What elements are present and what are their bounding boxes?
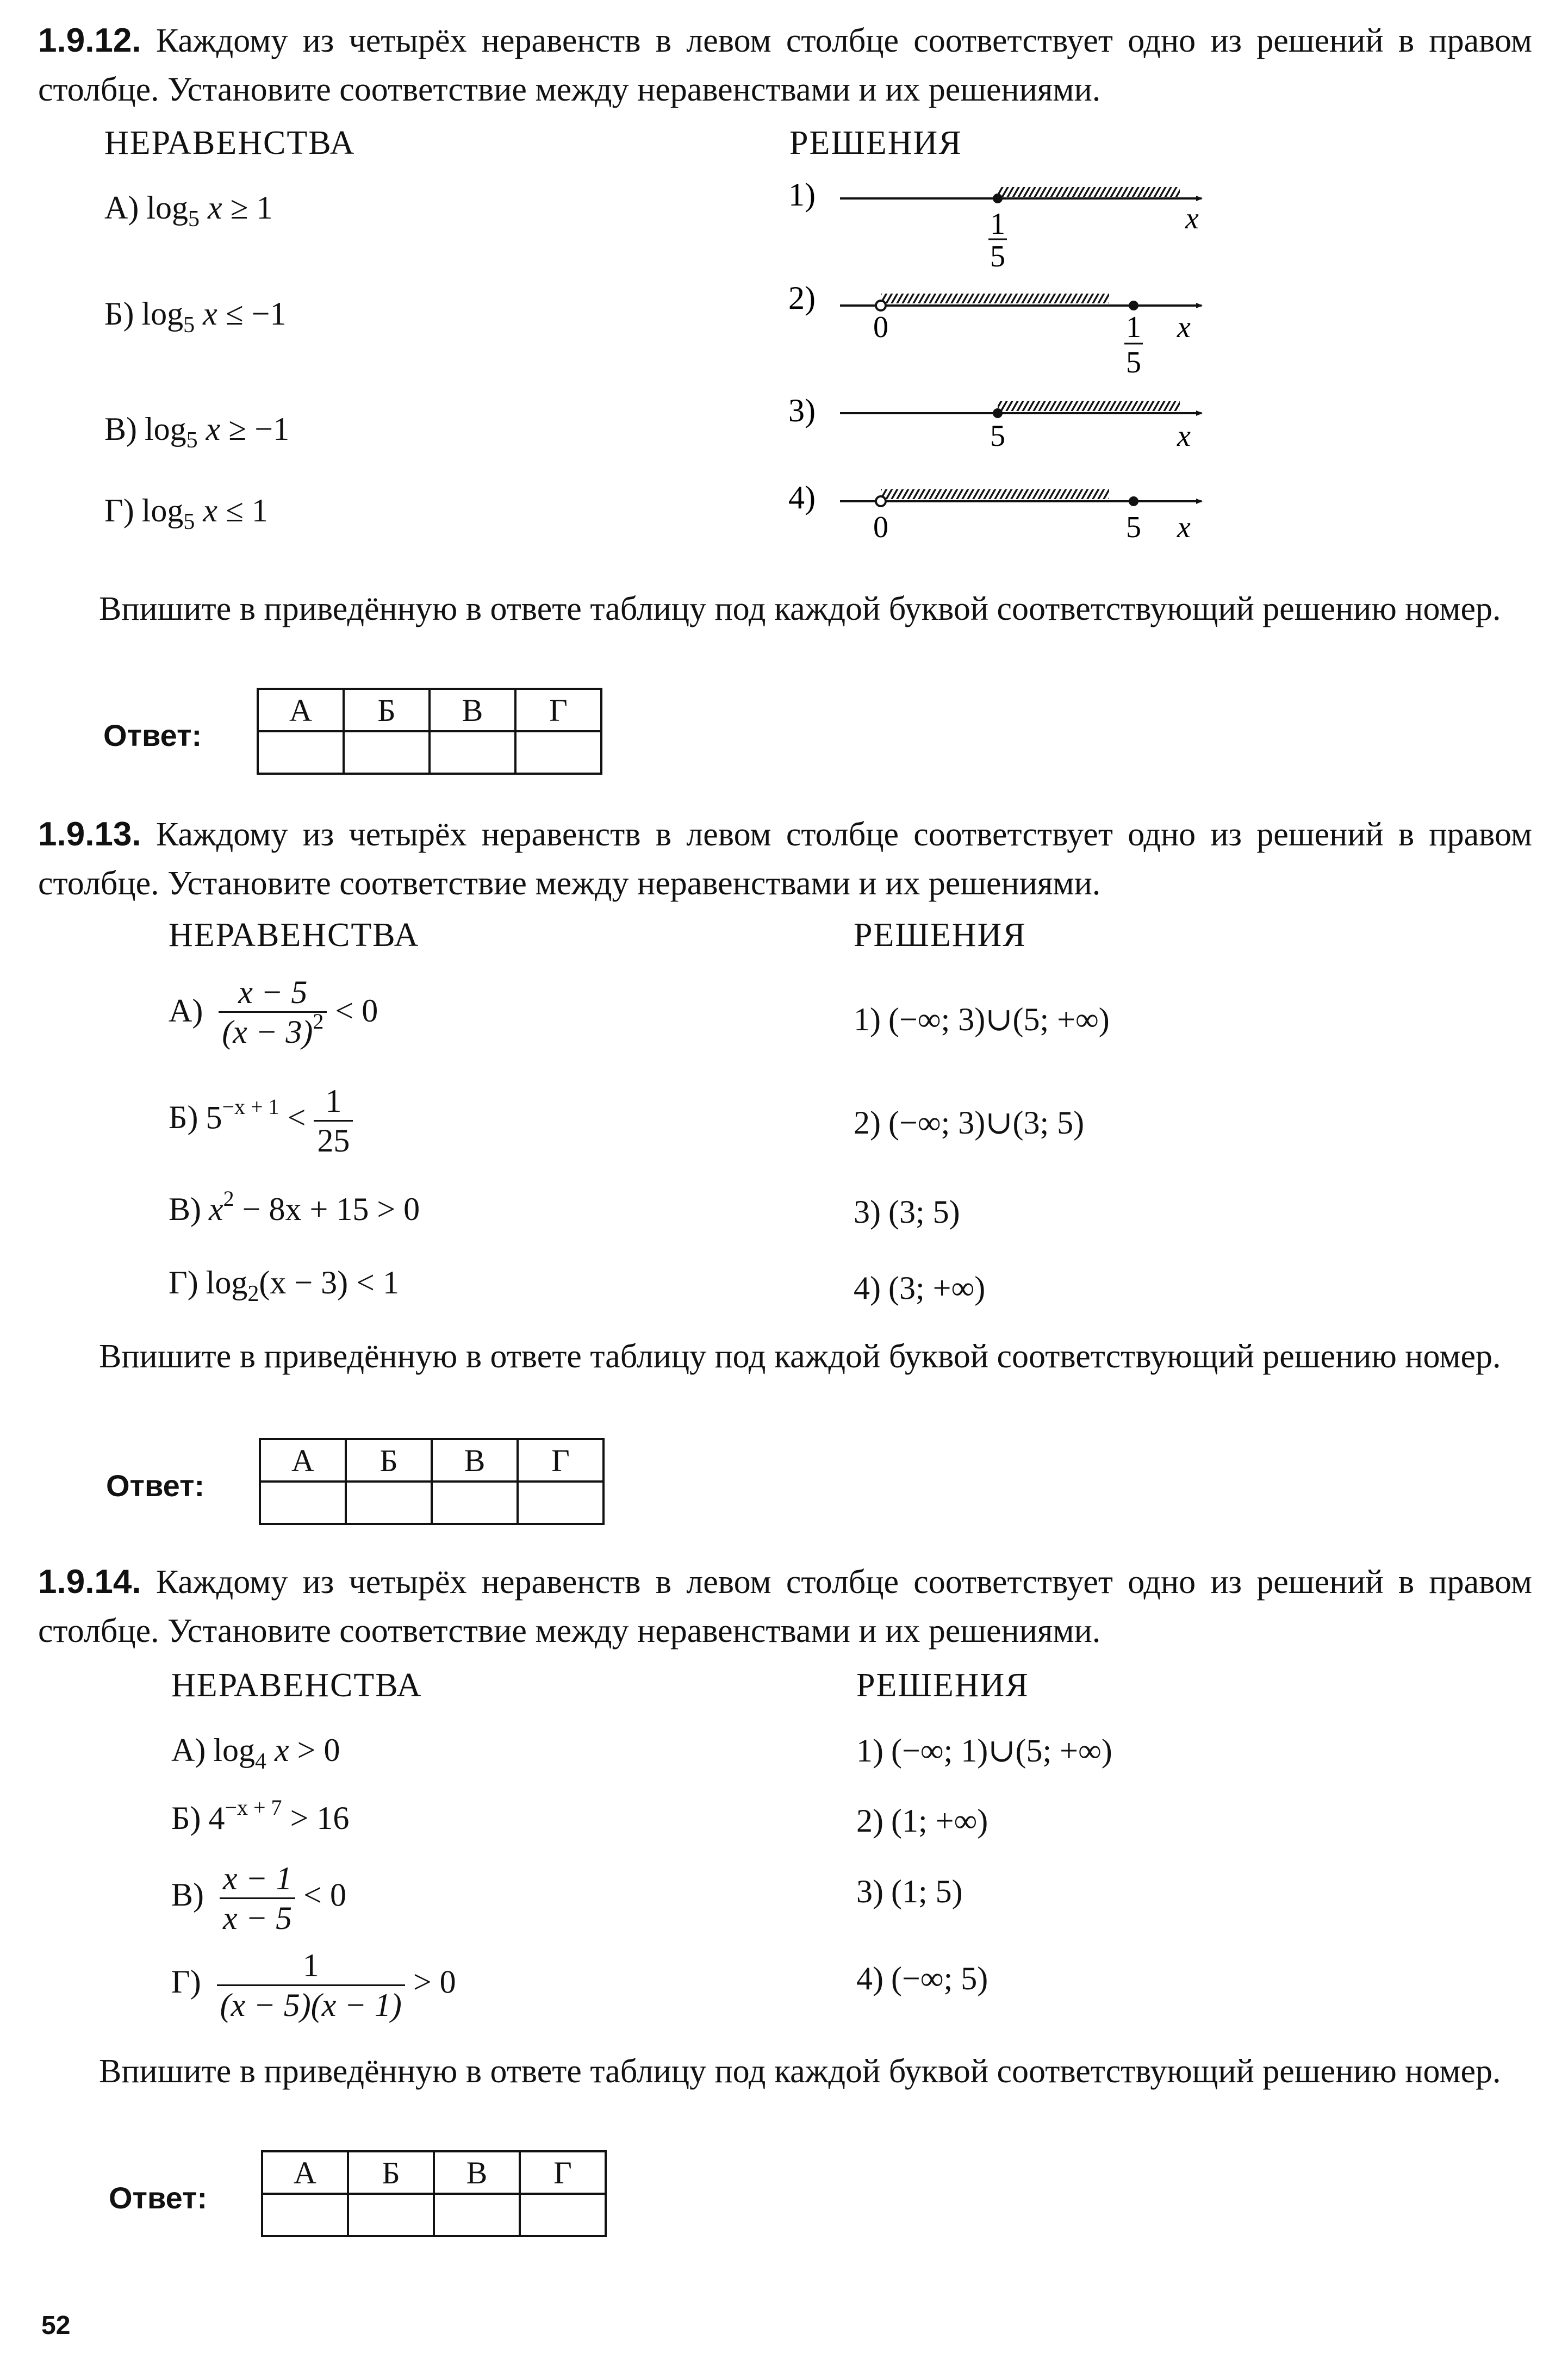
problem-1-9-12-text: 1.9.12. Каждому из четырёх неравенств в левом столбце соответствует одно из решений в правом столбце. Установите соответствие между неравенствами и их решениями. xyxy=(38,22,1533,108)
solutions-header: РЕШЕНИЯ xyxy=(856,1667,1029,1704)
instruction-1: Впишите в приведённую в ответе таблицу под каждой буквой соответствующий решению номер. xyxy=(99,590,1501,627)
answer-header-b: Б xyxy=(346,1439,432,1482)
svg-text:1): 1) xyxy=(788,179,816,213)
answer-header-v: В xyxy=(434,2151,520,2194)
inequalities-header: НЕРАВЕНСТВА xyxy=(104,125,356,161)
answer-cell-b[interactable] xyxy=(344,731,430,774)
svg-text:5: 5 xyxy=(1126,346,1141,379)
svg-text:2): 2) xyxy=(788,283,816,316)
answer-cell-a[interactable] xyxy=(262,2194,348,2236)
svg-text:0: 0 xyxy=(873,511,888,544)
answer-header-b: Б xyxy=(344,689,430,731)
solution-3: 3) (3; 5) xyxy=(854,1194,960,1230)
number-line-2 xyxy=(788,283,1223,381)
svg-text:x: x xyxy=(1177,511,1191,544)
svg-text:5: 5 xyxy=(990,419,1005,453)
ineq-v: В) $\log_5 x \ge -1$ xyxy=(104,411,290,453)
solution-1: 1) (−∞; 1)∪(5; +∞) xyxy=(856,1733,1112,1769)
answer-header-g: Г xyxy=(515,689,601,731)
solutions-header: РЕШЕНИЯ xyxy=(854,917,1026,954)
svg-text:0: 0 xyxy=(873,310,888,344)
svg-text:5: 5 xyxy=(990,240,1005,273)
svg-text:x: x xyxy=(1177,310,1191,344)
ineq-g: Г) $\log_5 x \le 1$ xyxy=(104,493,268,534)
answer-header-b: Б xyxy=(348,2151,434,2194)
page-number: 52 xyxy=(41,2311,71,2340)
answer-header-a: А xyxy=(262,2151,348,2194)
answer-cell-a[interactable] xyxy=(258,731,344,774)
answer-table-2 xyxy=(259,1438,605,1525)
ineq-a: А) $\frac{x - 5}{(x - 3)^2}$ < 0 xyxy=(169,974,378,1050)
ineq-a: А) $\log_5 x \ge 1$ xyxy=(104,190,273,232)
solution-4: 4) (−∞; 5) xyxy=(856,1960,988,1996)
answer-cell-g[interactable] xyxy=(515,731,601,774)
answer-cell-g[interactable] xyxy=(520,2194,606,2236)
answer-header-g: Г xyxy=(518,1439,603,1482)
solution-2: 2) (1; +∞) xyxy=(856,1803,988,1839)
solution-1: 1) (−∞; 3)∪(5; +∞) xyxy=(854,1001,1110,1037)
answer-label-2: Ответ: xyxy=(106,1468,205,1503)
answer-cell-b[interactable] xyxy=(346,1482,432,1524)
problem-1-9-13-text: 1.9.13. Каждому из четырёх неравенств в левом столбце соответствует одно из решений в правом столбце. Установите соответствие между неравенствами и их решениями. xyxy=(38,816,1533,902)
svg-text:4): 4) xyxy=(788,480,816,515)
ineq-g: Г) $\frac{1}{(x - 5)(x - 1)}$ > 0 xyxy=(171,1947,456,2023)
svg-text:1: 1 xyxy=(1126,310,1141,344)
number-line-3 xyxy=(788,391,1223,457)
svg-text:5: 5 xyxy=(1126,511,1141,544)
answer-cell-g[interactable] xyxy=(518,1482,603,1524)
answer-table-1 xyxy=(257,688,602,775)
svg-text:x: x xyxy=(1185,202,1199,235)
solutions-header: РЕШЕНИЯ xyxy=(789,125,962,161)
answer-label-1: Ответ: xyxy=(103,718,202,752)
problem-1-9-14-text: 1.9.14. Каждому из четырёх неравенств в левом столбце соответствует одно из решений в правом столбце. Установите соответствие между неравенствами и их решениями. xyxy=(38,1563,1533,1650)
ineq-b: Б) $4^{-x + 7} > 16$ xyxy=(171,1795,350,1836)
ineq-v: В) $x^2 - 8x + 15 > 0$ xyxy=(169,1186,420,1227)
answer-cell-a[interactable] xyxy=(260,1482,346,1524)
svg-text:x: x xyxy=(1177,419,1191,453)
ineq-g: Г) $\log_2(x - 3) < 1$ xyxy=(169,1265,399,1306)
answer-header-g: Г xyxy=(520,2151,606,2194)
ineq-b: Б) $\log_5 x \le -1$ xyxy=(104,296,287,338)
number-line-1 xyxy=(788,179,1223,277)
instruction-2: Впишите в приведённую в ответе таблицу под каждой буквой соответствующий решению номер. xyxy=(99,1338,1501,1375)
instruction-3: Впишите в приведённую в ответе таблицу под каждой буквой соответствующий решению номер. xyxy=(99,2053,1501,2090)
answer-cell-v[interactable] xyxy=(434,2194,520,2236)
number-line-4 xyxy=(788,478,1223,544)
ineq-b: Б) $5^{-x + 1}$ < $\frac{1}{25}$ xyxy=(169,1082,353,1160)
answer-cell-b[interactable] xyxy=(348,2194,434,2236)
answer-header-a: А xyxy=(260,1439,346,1482)
answer-table-3 xyxy=(261,2150,607,2237)
answer-header-a: А xyxy=(258,689,344,731)
answer-header-v: В xyxy=(430,689,515,731)
ineq-v: В) $\frac{x - 1}{x - 5}$ < 0 xyxy=(171,1860,346,1936)
solution-4: 4) (3; +∞) xyxy=(854,1270,986,1306)
solution-3: 3) (1; 5) xyxy=(856,1873,963,1909)
answer-cell-v[interactable] xyxy=(432,1482,518,1524)
answer-label-3: Ответ: xyxy=(109,2181,208,2215)
inequalities-header: НЕРАВЕНСТВА xyxy=(169,917,420,954)
inequalities-header: НЕРАВЕНСТВА xyxy=(171,1667,422,1704)
svg-text:3): 3) xyxy=(788,393,816,428)
svg-text:1: 1 xyxy=(990,207,1005,241)
solution-2: 2) (−∞; 3)∪(3; 5) xyxy=(854,1105,1085,1141)
ineq-a: А) $\log_4 x > 0$ xyxy=(171,1732,340,1774)
answer-header-v: В xyxy=(432,1439,518,1482)
answer-cell-v[interactable] xyxy=(430,731,515,774)
